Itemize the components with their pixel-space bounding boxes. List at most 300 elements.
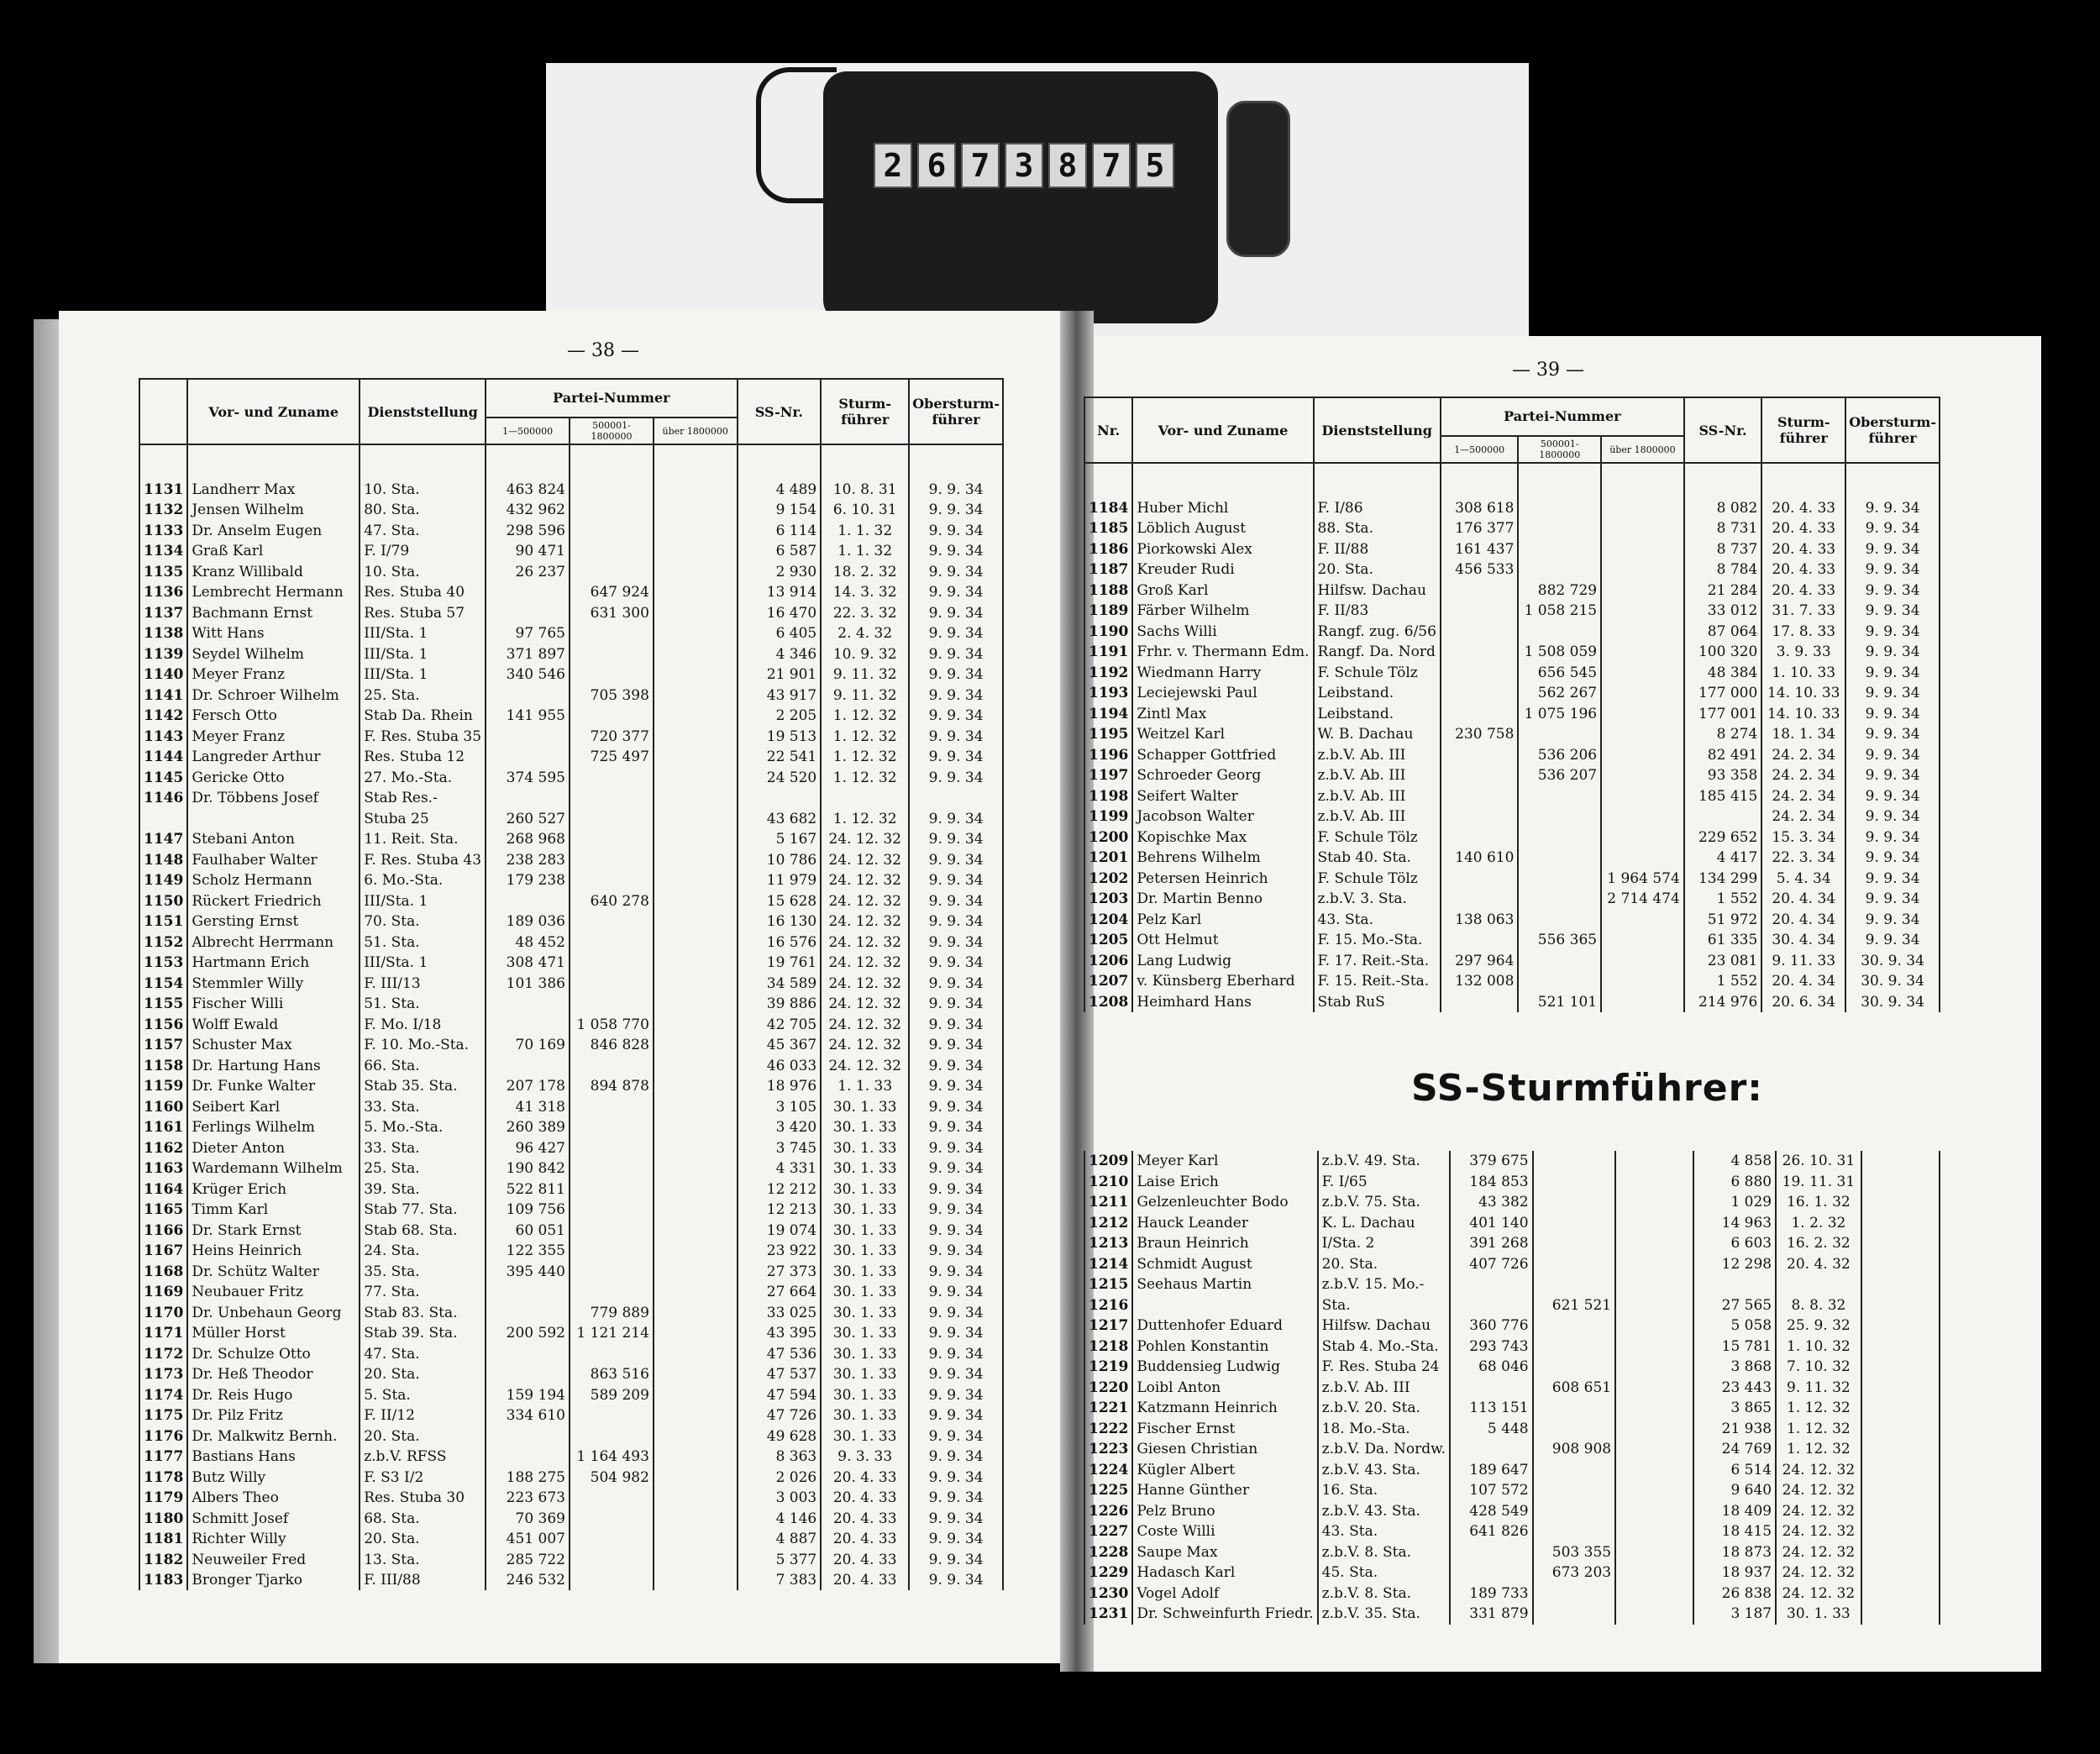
row-number: 1190 [1084,621,1132,642]
partei-nummer-2: 556 365 [1518,930,1601,951]
obersturmfuehrer-date: 9. 9. 34 [909,1405,1003,1426]
partei-nummer-3 [1601,642,1684,663]
partei-nummer-3 [654,747,738,768]
sturmfuehrer-date: 20. 4. 33 [1761,497,1845,518]
table-row [1084,950,1940,971]
row-number: 1160 [139,1096,187,1117]
partei-nummer-1: 41 318 [486,1096,570,1117]
member-name: Seibert Karl [187,1096,360,1117]
dienststellung: Res. Stuba 30 [360,1488,486,1509]
partei-nummer-3 [654,1035,738,1056]
ss-nummer: 4 417 [1684,848,1762,869]
partei-nummer-2 [1533,1254,1616,1275]
table-row [1084,559,1940,580]
table-row [1084,1398,1940,1419]
obersturmfuehrer-date: 9. 9. 34 [909,994,1003,1015]
row-number: 1182 [139,1549,187,1570]
obersturmfuehrer-date: 9. 9. 34 [909,726,1003,747]
partei-nummer-3 [1615,1295,1693,1316]
obersturmfuehrer-date: 9. 9. 34 [1845,848,1940,869]
partei-nummer-2 [570,911,654,932]
ss-nummer: 49 628 [738,1426,822,1447]
sturmfuehrer-date: 20. 4. 33 [1761,559,1845,580]
table-row [1084,1501,1940,1522]
table-row [139,1364,1003,1385]
partei-nummer-1 [486,1364,570,1385]
partei-nummer-1: 451 007 [486,1529,570,1550]
ss-nummer: 9 154 [738,500,822,521]
dienststellung: 68. Sta. [360,1508,486,1529]
partei-nummer-2 [1518,538,1601,559]
member-name: Albers Theo [187,1488,360,1509]
partei-nummer-3 [654,685,738,706]
member-name: v. Künsberg Eberhard [1132,971,1313,992]
partei-nummer-1: 331 879 [1450,1604,1533,1625]
sturmfuehrer-date: 1. 12. 32 [1776,1398,1861,1419]
sturmfuehrer-date: 30. 1. 33 [821,1384,909,1405]
ss-nummer: 4 858 [1693,1151,1776,1172]
partei-nummer-2 [570,1158,654,1179]
row-number: 1175 [139,1405,187,1426]
row-number: 1157 [139,1035,187,1056]
member-name: Albrecht Herrmann [187,932,360,953]
partei-nummer-3 [654,1055,738,1076]
header-partei-nummer: Partei-Nummer [1441,397,1684,436]
partei-nummer-1: 184 853 [1450,1172,1533,1193]
sturmfuehrer-date: 24. 2. 34 [1761,765,1845,786]
ss-nummer: 5 377 [738,1549,822,1570]
ss-nummer: 19 513 [738,726,822,747]
counter-digit: 3 [1005,143,1043,188]
row-number: 1156 [139,1014,187,1035]
row-number: 1212 [1084,1213,1132,1234]
dienststellung: z.b.V. Da. Nordw. [1318,1439,1450,1460]
partei-nummer-1 [1441,806,1519,827]
header-partei-range-1: 1—500000 [486,417,570,444]
sturmfuehrer-date: 19. 11. 31 [1776,1172,1861,1193]
ss-nummer [1684,806,1762,827]
sturmfuehrer-date [821,788,909,809]
partei-nummer-1: 97 765 [486,623,570,644]
member-name: Dr. Heß Theodor [187,1364,360,1385]
partei-nummer-3 [1601,991,1684,1012]
partei-nummer-3 [654,932,738,953]
right-table-body [1084,463,1940,1012]
obersturmfuehrer-date: 9. 9. 34 [909,1096,1003,1117]
table-row [1084,1213,1940,1234]
obersturmfuehrer-date [1861,1233,1940,1254]
ss-nummer: 48 384 [1684,662,1762,683]
dienststellung: z.b.V. Ab. III [1314,744,1441,765]
partei-nummer-2: 608 651 [1533,1378,1616,1399]
table-row [139,788,1003,809]
dienststellung: 27. Mo.-Sta. [360,767,486,788]
member-name: Saupe Max [1132,1542,1317,1563]
dienststellung: F. Res. Stuba 35 [360,726,486,747]
partei-nummer-2 [1518,848,1601,869]
partei-nummer-1 [1441,785,1519,806]
partei-nummer-1: 60 051 [486,1220,570,1241]
sturmfuehrer-date: 26. 10. 31 [1776,1151,1861,1172]
partei-nummer-1: 179 238 [486,870,570,891]
member-name: Neuweiler Fred [187,1549,360,1570]
obersturmfuehrer-date: 9. 9. 34 [909,1200,1003,1221]
partei-nummer-1 [486,582,570,603]
obersturmfuehrer-date: 9. 9. 34 [909,1241,1003,1262]
partei-nummer-1: 391 268 [1450,1233,1533,1254]
row-number: 1143 [139,726,187,747]
obersturmfuehrer-date: 9. 9. 34 [909,1570,1003,1591]
member-name: Schapper Gottfried [1132,744,1313,765]
obersturmfuehrer-date: 9. 9. 34 [1845,909,1940,930]
partei-nummer-2: 1 058 215 [1518,601,1601,622]
ss-nummer: 11 979 [738,870,822,891]
sturmfuehrer-date: 14. 3. 32 [821,582,909,603]
partei-nummer-3 [1615,1439,1693,1460]
row-number: 1224 [1084,1460,1132,1481]
member-name [187,808,360,829]
partei-nummer-2 [570,767,654,788]
sturmfuehrer-date: 20. 4. 33 [1761,518,1845,539]
member-name: Dr. Stark Ernst [187,1220,360,1241]
obersturmfuehrer-date: 9. 9. 34 [909,973,1003,994]
obersturmfuehrer-date: 9. 9. 34 [909,1508,1003,1529]
row-number: 1153 [139,953,187,974]
obersturmfuehrer-date [1861,1542,1940,1563]
partei-nummer-2: 779 889 [570,1302,654,1323]
row-number: 1209 [1084,1151,1132,1172]
partei-nummer-2 [570,829,654,850]
partei-nummer-1 [1441,744,1519,765]
partei-nummer-1: 101 386 [486,973,570,994]
header-nr: Nr. [1084,397,1132,463]
dienststellung: z.b.V. Ab. III [1318,1378,1450,1399]
ss-nummer: 43 682 [738,808,822,829]
table-row [139,561,1003,582]
sturmfuehrer-date: 31. 7. 33 [1761,601,1845,622]
partei-nummer-1 [1441,765,1519,786]
sturmfuehrer-date: 1. 12. 32 [821,808,909,829]
partei-nummer-2: 562 267 [1518,683,1601,704]
partei-nummer-1: 238 283 [486,849,570,870]
ss-nummer: 5 058 [1693,1316,1776,1337]
dienststellung: 11. Reit. Sta. [360,829,486,850]
obersturmfuehrer-date: 9. 9. 34 [1845,580,1940,601]
partei-nummer-1 [1450,1274,1533,1295]
obersturmfuehrer-date: 9. 9. 34 [909,1158,1003,1179]
partei-nummer-2 [570,953,654,974]
row-number: 1140 [139,664,187,685]
member-name: Groß Karl [1132,580,1313,601]
partei-nummer-3 [1601,971,1684,992]
header-name: Vor- und Zuname [187,379,360,444]
sturmfuehrer-date: 20. 4. 33 [821,1549,909,1570]
partei-nummer-3 [654,582,738,603]
obersturmfuehrer-date: 9. 9. 34 [1845,930,1940,951]
row-number: 1231 [1084,1604,1132,1625]
ss-nummer: 26 838 [1693,1583,1776,1604]
row-number: 1148 [139,849,187,870]
table-row [1084,889,1940,910]
obersturmfuehrer-date: 9. 9. 34 [1845,662,1940,683]
partei-nummer-1: 109 756 [486,1200,570,1221]
obersturmfuehrer-date: 9. 9. 34 [909,1282,1003,1303]
obersturmfuehrer-date: 9. 9. 34 [1845,724,1940,745]
row-number: 1202 [1084,868,1132,889]
row-number: 1146 [139,788,187,809]
member-name: Gersting Ernst [187,911,360,932]
partei-nummer-3 [654,1158,738,1179]
partei-nummer-1: 140 610 [1441,848,1519,869]
ss-nummer: 43 395 [738,1323,822,1344]
row-number: 1152 [139,932,187,953]
table-row [139,1570,1003,1591]
partei-nummer-2 [570,520,654,541]
member-name: Scholz Hermann [187,870,360,891]
partei-nummer-2 [1518,868,1601,889]
obersturmfuehrer-date [1861,1583,1940,1604]
dienststellung: Stab Da. Rhein [360,706,486,727]
partei-nummer-3 [1601,930,1684,951]
row-number [139,808,187,829]
obersturmfuehrer-date: 9. 9. 34 [909,932,1003,953]
partei-nummer-3 [1601,806,1684,827]
dienststellung: z.b.V. Ab. III [1314,785,1441,806]
partei-nummer-1: 176 377 [1441,518,1519,539]
table-row [139,767,1003,788]
partei-nummer-1: 371 897 [486,643,570,664]
row-number: 1131 [139,479,187,500]
member-name: Coste Willi [1132,1521,1317,1542]
partei-nummer-2: 631 300 [570,602,654,623]
obersturmfuehrer-date [1861,1337,1940,1358]
partei-nummer-3 [1615,1151,1693,1172]
sturmfuehrer-date: 20. 4. 34 [1761,971,1845,992]
partei-nummer-1 [486,994,570,1015]
sturmfuehrer-date: 1. 12. 32 [821,747,909,768]
partei-nummer-3 [1601,848,1684,869]
sturmfuehrer-date: 30. 1. 33 [821,1426,909,1447]
ss-nummer: 1 552 [1684,889,1762,910]
sturmfuehrer-date: 25. 9. 32 [1776,1316,1861,1337]
partei-nummer-3 [654,1261,738,1282]
dienststellung: Hilfsw. Dachau [1314,580,1441,601]
member-name: Jacobson Walter [1132,806,1313,827]
dienststellung: Res. Stuba 57 [360,602,486,623]
row-number: 1151 [139,911,187,932]
partei-nummer-3 [654,1117,738,1138]
partei-nummer-3 [654,870,738,891]
member-name: Hadasch Karl [1132,1562,1317,1583]
ss-nummer: 21 901 [738,664,822,685]
member-name: Wolff Ewald [187,1014,360,1035]
member-name: Fischer Ernst [1132,1419,1317,1440]
member-name: Rückert Friedrich [187,890,360,911]
sturmfuehrer-date: 20. 4. 33 [821,1467,909,1488]
partei-nummer-1 [486,1055,570,1076]
ss-nummer: 27 565 [1693,1295,1776,1316]
sturmfuehrer-date: 20. 4. 33 [821,1570,909,1591]
obersturmfuehrer-date [1861,1151,1940,1172]
table-row [139,1405,1003,1426]
dienststellung: 80. Sta. [360,500,486,521]
ss-nummer: 12 213 [738,1200,822,1221]
sturmfuehrer-date: 30. 1. 33 [821,1323,909,1344]
partei-nummer-1 [486,1426,570,1447]
partei-nummer-3 [654,890,738,911]
dienststellung: Hilfsw. Dachau [1318,1316,1450,1337]
row-number: 1230 [1084,1583,1132,1604]
partei-nummer-2 [570,849,654,870]
sturmfuehrer-date: 24. 12. 32 [1776,1480,1861,1501]
row-number: 1172 [139,1343,187,1364]
member-name: Bastians Hans [187,1447,360,1468]
header-dienststellung: Dienststellung [1314,397,1441,463]
dienststellung: III/Sta. 1 [360,890,486,911]
member-name: Seifert Walter [1132,785,1313,806]
sturmfuehrer-date: 6. 10. 31 [821,500,909,521]
table-row [139,1282,1003,1303]
ss-nummer: 34 589 [738,973,822,994]
sturmfuehrer-date: 20. 4. 33 [1761,580,1845,601]
partei-nummer-1: 26 237 [486,561,570,582]
partei-nummer-3 [1601,724,1684,745]
sturmfuehrer-date: 30. 1. 33 [821,1302,909,1323]
partei-nummer-1 [1441,683,1519,704]
ss-nummer: 6 587 [738,541,822,562]
sturmfuehrer-date: 24. 12. 32 [1776,1501,1861,1522]
table-row [139,479,1003,500]
frame-counter-device [823,71,1218,323]
dienststellung: 20. Sta. [1314,559,1441,580]
header-partei-range-2: 500001-1800000 [1518,436,1601,463]
obersturmfuehrer-date: 9. 9. 34 [1845,765,1940,786]
obersturmfuehrer-date: 9. 9. 34 [909,767,1003,788]
ss-nummer: 6 405 [738,623,822,644]
dienststellung: K. L. Dachau [1318,1213,1450,1234]
sturmfuehrer-date: 17. 8. 33 [1761,621,1845,642]
partei-nummer-3 [1615,1274,1693,1295]
obersturmfuehrer-date: 9. 9. 34 [909,1220,1003,1241]
header-partei-range-3: über 1800000 [654,417,738,444]
table-row [139,829,1003,850]
obersturmfuehrer-date: 9. 9. 34 [909,664,1003,685]
obersturmfuehrer-date: 9. 9. 34 [909,1467,1003,1488]
partei-nummer-2: 536 206 [1518,744,1601,765]
partei-nummer-2 [1533,1398,1616,1419]
partei-nummer-2: 908 908 [1533,1439,1616,1460]
partei-nummer-3 [654,1529,738,1550]
partei-nummer-1: 308 618 [1441,497,1519,518]
obersturmfuehrer-date: 9. 9. 34 [909,1302,1003,1323]
sturmfuehrer-date: 24. 12. 32 [821,973,909,994]
ss-nummer: 18 937 [1693,1562,1776,1583]
sturmfuehrer-date: 24. 12. 32 [821,953,909,974]
obersturmfuehrer-date [1861,1562,1940,1583]
member-name: Fersch Otto [187,706,360,727]
sturmfuehrer-date: 20. 4. 32 [1776,1254,1861,1275]
sturmfuehrer-date: 30. 1. 33 [821,1343,909,1364]
table-row [1084,827,1940,848]
partei-nummer-2 [1533,1357,1616,1378]
member-name: Wardemann Wilhelm [187,1158,360,1179]
row-number: 1217 [1084,1316,1132,1337]
member-name: Dr. Unbehaun Georg [187,1302,360,1323]
sturmfuehrer-date: 24. 2. 34 [1761,806,1845,827]
partei-nummer-3 [1615,1604,1693,1625]
table-row [139,602,1003,623]
member-name: Behrens Wilhelm [1132,848,1313,869]
partei-nummer-1: 334 610 [486,1405,570,1426]
partei-nummer-2 [570,1220,654,1241]
partei-nummer-2 [1518,785,1601,806]
obersturmfuehrer-date: 9. 9. 34 [909,953,1003,974]
ss-nummer: 47 594 [738,1384,822,1405]
partei-nummer-1 [1441,662,1519,683]
ss-nummer: 18 976 [738,1076,822,1097]
row-number: 1225 [1084,1480,1132,1501]
ss-nummer: 14 963 [1693,1213,1776,1234]
obersturmfuehrer-date: 9. 9. 34 [1845,785,1940,806]
table-row [1084,1295,1940,1316]
member-name: Timm Karl [187,1200,360,1221]
obersturmfuehrer-date: 9. 9. 34 [1845,889,1940,910]
sturmfuehrer-date: 24. 2. 34 [1761,744,1845,765]
row-number: 1174 [139,1384,187,1405]
partei-nummer-3 [1601,765,1684,786]
partei-nummer-1: 161 437 [1441,538,1519,559]
row-number: 1137 [139,602,187,623]
table-row [139,1447,1003,1468]
member-name: Richter Willy [187,1529,360,1550]
dienststellung: III/Sta. 1 [360,664,486,685]
sturmfuehrer-date: 1. 12. 32 [821,706,909,727]
obersturmfuehrer-date: 30. 9. 34 [1845,950,1940,971]
row-number: 1170 [139,1302,187,1323]
partei-nummer-1 [1441,580,1519,601]
table-row [1084,662,1940,683]
dienststellung: z.b.V. 43. Sta. [1318,1501,1450,1522]
obersturmfuehrer-date: 9. 9. 34 [909,1055,1003,1076]
partei-nummer-2: 1 058 770 [570,1014,654,1035]
partei-nummer-3 [1601,827,1684,848]
row-number: 1195 [1084,724,1132,745]
member-name: Braun Heinrich [1132,1233,1317,1254]
partei-nummer-2 [570,500,654,521]
member-name: Neubauer Fritz [187,1282,360,1303]
partei-nummer-2 [1533,1460,1616,1481]
obersturmfuehrer-date: 9. 9. 34 [909,911,1003,932]
partei-nummer-2 [1518,971,1601,992]
partei-nummer-2: 589 209 [570,1384,654,1405]
table-row [139,1508,1003,1529]
partei-nummer-2 [1518,559,1601,580]
ss-nummer: 87 064 [1684,621,1762,642]
member-name: Dr. Reis Hugo [187,1384,360,1405]
ss-nummer: 39 886 [738,994,822,1015]
sturmfuehrer-date: 30. 1. 33 [821,1137,909,1158]
sturmfuehrer-date: 30. 1. 33 [821,1261,909,1282]
member-name: Butz Willy [187,1467,360,1488]
obersturmfuehrer-date: 9. 9. 34 [909,870,1003,891]
dienststellung: 66. Sta. [360,1055,486,1076]
row-number: 1179 [139,1488,187,1509]
counter-digit: 5 [1136,143,1174,188]
partei-nummer-3 [654,561,738,582]
partei-nummer-2 [570,664,654,685]
partei-nummer-3 [654,953,738,974]
sturmfuehrer-date: 1. 1. 32 [821,520,909,541]
